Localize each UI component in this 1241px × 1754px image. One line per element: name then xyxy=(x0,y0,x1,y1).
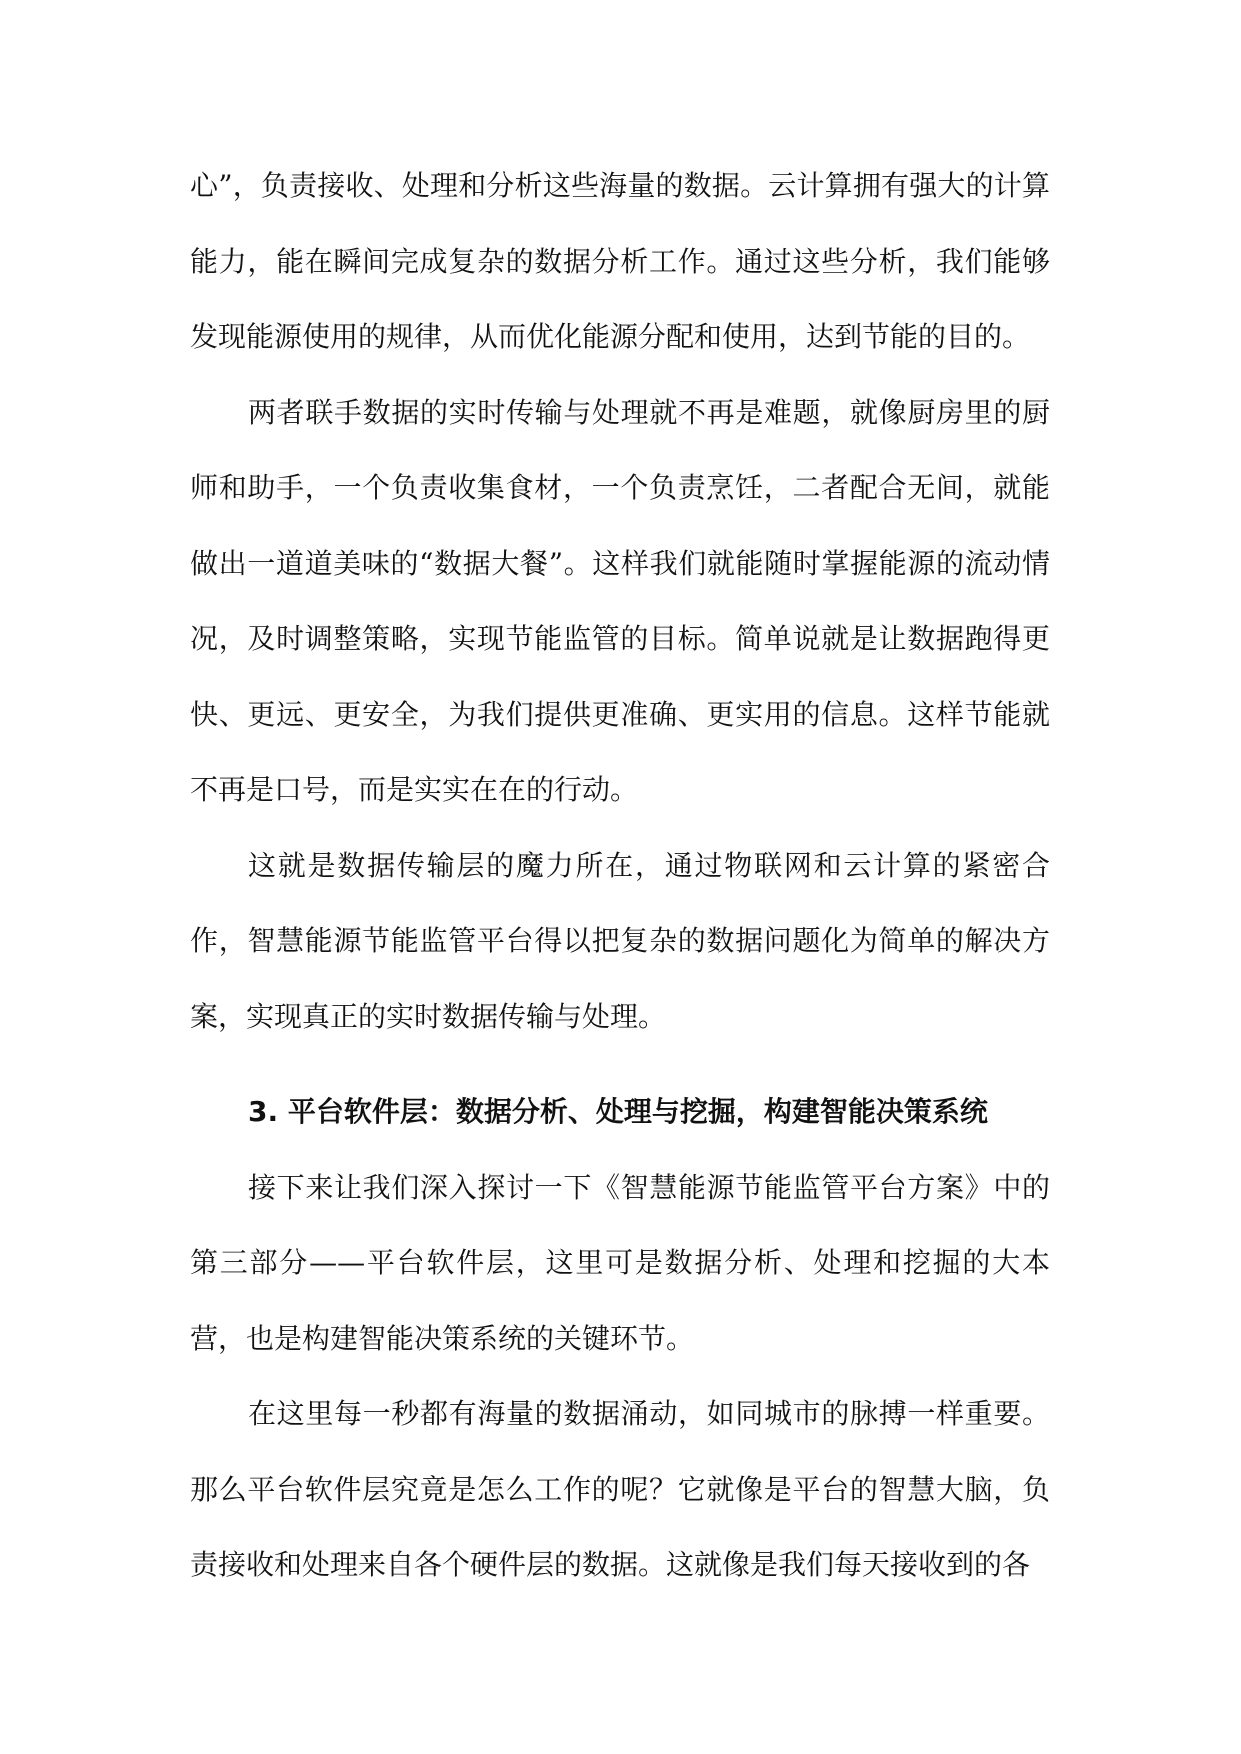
paragraph-transport-layer-summary: 这就是数据传输层的魔力所在，通过物联网和云计算的紧密合作，智慧能源节能监管平台得以把复杂的数据问题化为简单的解决方案，实现真正的实时数据传输与处理。 xyxy=(190,848,1050,1033)
section-heading: 3. 平台软件层：数据分析、处理与挖掘，构建智能决策系统 xyxy=(248,1095,988,1128)
paragraph-continuation: 心”，负责接收、处理和分析这些海量的数据。云计算拥有强大的计算能力，能在瞬间完成复杂的数据分析工作。通过这些分析，我们能够发现能源使用的规律，从而优化能源分配和使用，达到节能的目的。 xyxy=(190,169,1050,353)
paragraph-kitchen-analogy: 两者联手数据的实时传输与处理就不再是难题，就像厨房里的厨师和助手，一个负责收集食材，一个负责烹饪，二者配合无间，就能做出一道道美味的“数据大餐”。这样我们就能随时掌握能源的流动情况，及时调整策略，实现节能监管的目标。简单说就是让数据跑得更快、更远、更安全，为我们提供更准确、更实用的信息。这样节能就不再是口号，而是实实在在的行动。 xyxy=(190,395,1050,806)
document-body xyxy=(190,148,1050,1603)
paragraph-software-layer-intro: 接下来让我们深入探讨一下《智慧能源节能监管平台方案》中的第三部分——平台软件层，这里可是数据分析、处理和挖掘的大本营，也是构建智能决策系统的关键环节。 xyxy=(190,1170,1050,1355)
paragraph-software-layer-brain: 在这里每一秒都有海量的数据涌动，如同城市的脉搏一样重要。那么平台软件层究竟是怎么工作的呢？它就像是平台的智慧大脑，负责接收和处理来自各个硬件层的数据。这就像是我们每天接收到的各 xyxy=(190,1397,1050,1581)
